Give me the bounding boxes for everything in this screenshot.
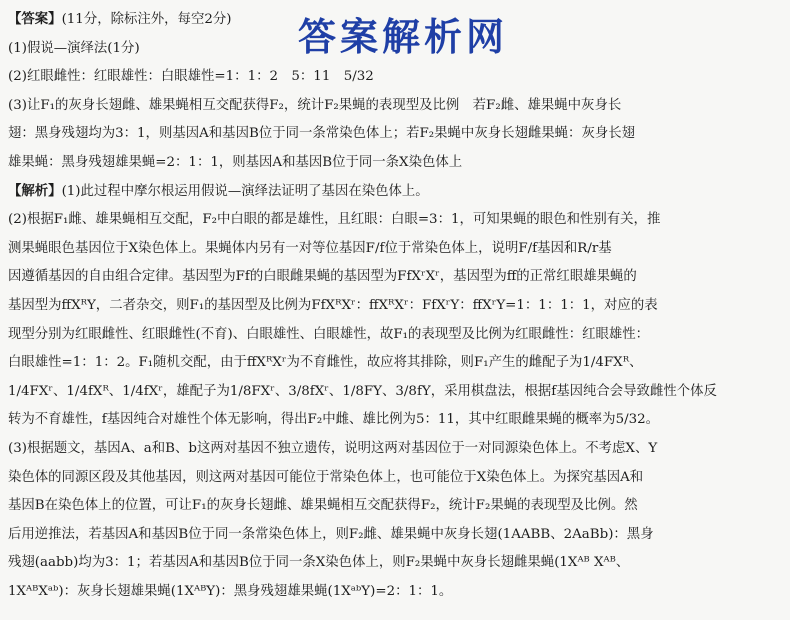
text-line — [8, 120, 784, 149]
watermark-logo: 答案解析网 — [298, 15, 509, 59]
text-line — [8, 378, 784, 407]
line-text: 转为不育雄性，f基因纯合对雄性个体无影响，得出F₂中雌、雄比例为5：11，其中红眼雌果蝇的概率为5/32。 — [8, 412, 660, 428]
line-text: 基因型为ffXᴿY，二者杂交，则F₁的基因型及比例为FfXᴿXʳ：ffXᴿXʳ：FfXʳY：ffXʳY=1：1：1：1，对应的表 — [8, 297, 658, 313]
text-line — [8, 92, 784, 121]
text-line — [8, 549, 784, 578]
line-text: (2)根据F₁雌、雄果蝇相互交配，F₂中白眼的都是雄性，且红眼：白眼=3：1，可知果蝇的眼色和性别有关，推 — [8, 212, 661, 228]
line-text: 雄果蝇：黑身残翅雄果蝇=2：1：1，则基因A和基因B位于同一条X染色体上 — [8, 154, 463, 170]
line-text: 白眼雄性=1：1：2。F₁随机交配，由于ffXᴿXʳ为不育雌性，故应将其排除，则F₁产生的雌配子为1/4FXᴿ、 — [8, 355, 643, 371]
line-text: 基因B在染色体上的位置，可让F₁的灰身长翅雌、雄果蝇相互交配获得F₂，统计F₂果蝇的表现型及比例。然 — [8, 498, 638, 514]
text-line — [8, 63, 784, 92]
line-text: (1)此过程中摩尔根运用假说—演绎法证明了基因在染色体上。 — [61, 183, 429, 199]
line-text: 残翅(aabb)均为3：1；若基因A和基因B位于同一条X染色体上，则F₂果蝇中灰身长翅雌果蝇(1Xᴬᴮ Xᴬᴮ、 — [8, 555, 630, 571]
text-line — [8, 464, 784, 493]
line-text: 因遵循基因的自由组合定律。基因型为Ff的白眼雌果蝇的基因型为FfXʳXʳ，基因型为ff的正常红眼雄果蝇的 — [8, 269, 637, 285]
line-text: 测果蝇眼色基因位于X染色体上。果蝇体内另有一对等位基因F/f位于常染色体上，说明F/f基因和R/r基 — [8, 240, 612, 256]
text-line — [8, 235, 784, 264]
text-line — [8, 435, 784, 464]
line-text: (3)让F₁的灰身长翅雌、雄果蝇相互交配获得F₂，统计F₂果蝇的表现型及比例 若F₂雌、雄果蝇中灰身长 — [8, 97, 622, 113]
text-line — [8, 521, 784, 550]
text-line — [8, 349, 784, 378]
section-label: 【解析】 — [8, 183, 62, 199]
line-text: 1/4FXʳ、1/4fXᴿ、1/4fXʳ，雄配子为1/8FXʳ、3/8fXʳ、1/8FY、3/8fY，采用棋盘法，根据f基因纯合会导致雌性个体反 — [8, 383, 717, 399]
section-label: 【答案】 — [8, 12, 62, 27]
text-line — [8, 578, 784, 607]
answer-text-block — [8, 6, 784, 606]
line-text: 染色体的同源区段及其他基因，则这两对基因可能位于常染色体上，也可能位于X染色体上。为探究基因A和 — [8, 469, 644, 485]
text-line — [8, 406, 784, 435]
text-line — [8, 292, 784, 321]
line-text: 翅：黑身残翅均为3：1，则基因A和基因B位于同一条常染色体上；若F₂果蝇中灰身长翅雌果蝇：灰身长翅 — [8, 126, 636, 142]
line-text: 现型分别为红眼雌性、红眼雌性(不育)、白眼雄性、白眼雄性，故F₁的表现型及比例为红眼雌性：红眼雄性： — [8, 326, 650, 342]
line-text: 后用逆推法，若基因A和基因B位于同一条常染色体上，则F₂雌、雄果蝇中灰身长翅(1AABB、2AaBb)：黑身 — [8, 526, 654, 542]
text-line — [8, 321, 784, 350]
text-line — [8, 149, 784, 178]
line-text: 1XᴬᴮXᵃᵇ)：灰身长翅雄果蝇(1XᴬᴮY)：黑身残翅雄果蝇(1XᵃᵇY)=2：1：1。 — [8, 583, 453, 599]
line-text: (2)红眼雌性：红眼雄性：白眼雄性=1：1：2 5：11 5/32 — [8, 69, 374, 85]
text-line — [8, 206, 784, 235]
line-text: (11分，除标注外，每空2分) — [61, 12, 232, 27]
text-line — [8, 263, 784, 292]
line-text: (3)根据题文，基因A、a和B、b这两对基因不独立遗传，说明这两对基因位于一对同源染色体上。不考虑X、Y — [8, 440, 658, 456]
line-text: (1)假说—演绎法(1分) — [8, 40, 140, 56]
text-line — [8, 492, 784, 521]
section-heading-line — [8, 178, 784, 207]
